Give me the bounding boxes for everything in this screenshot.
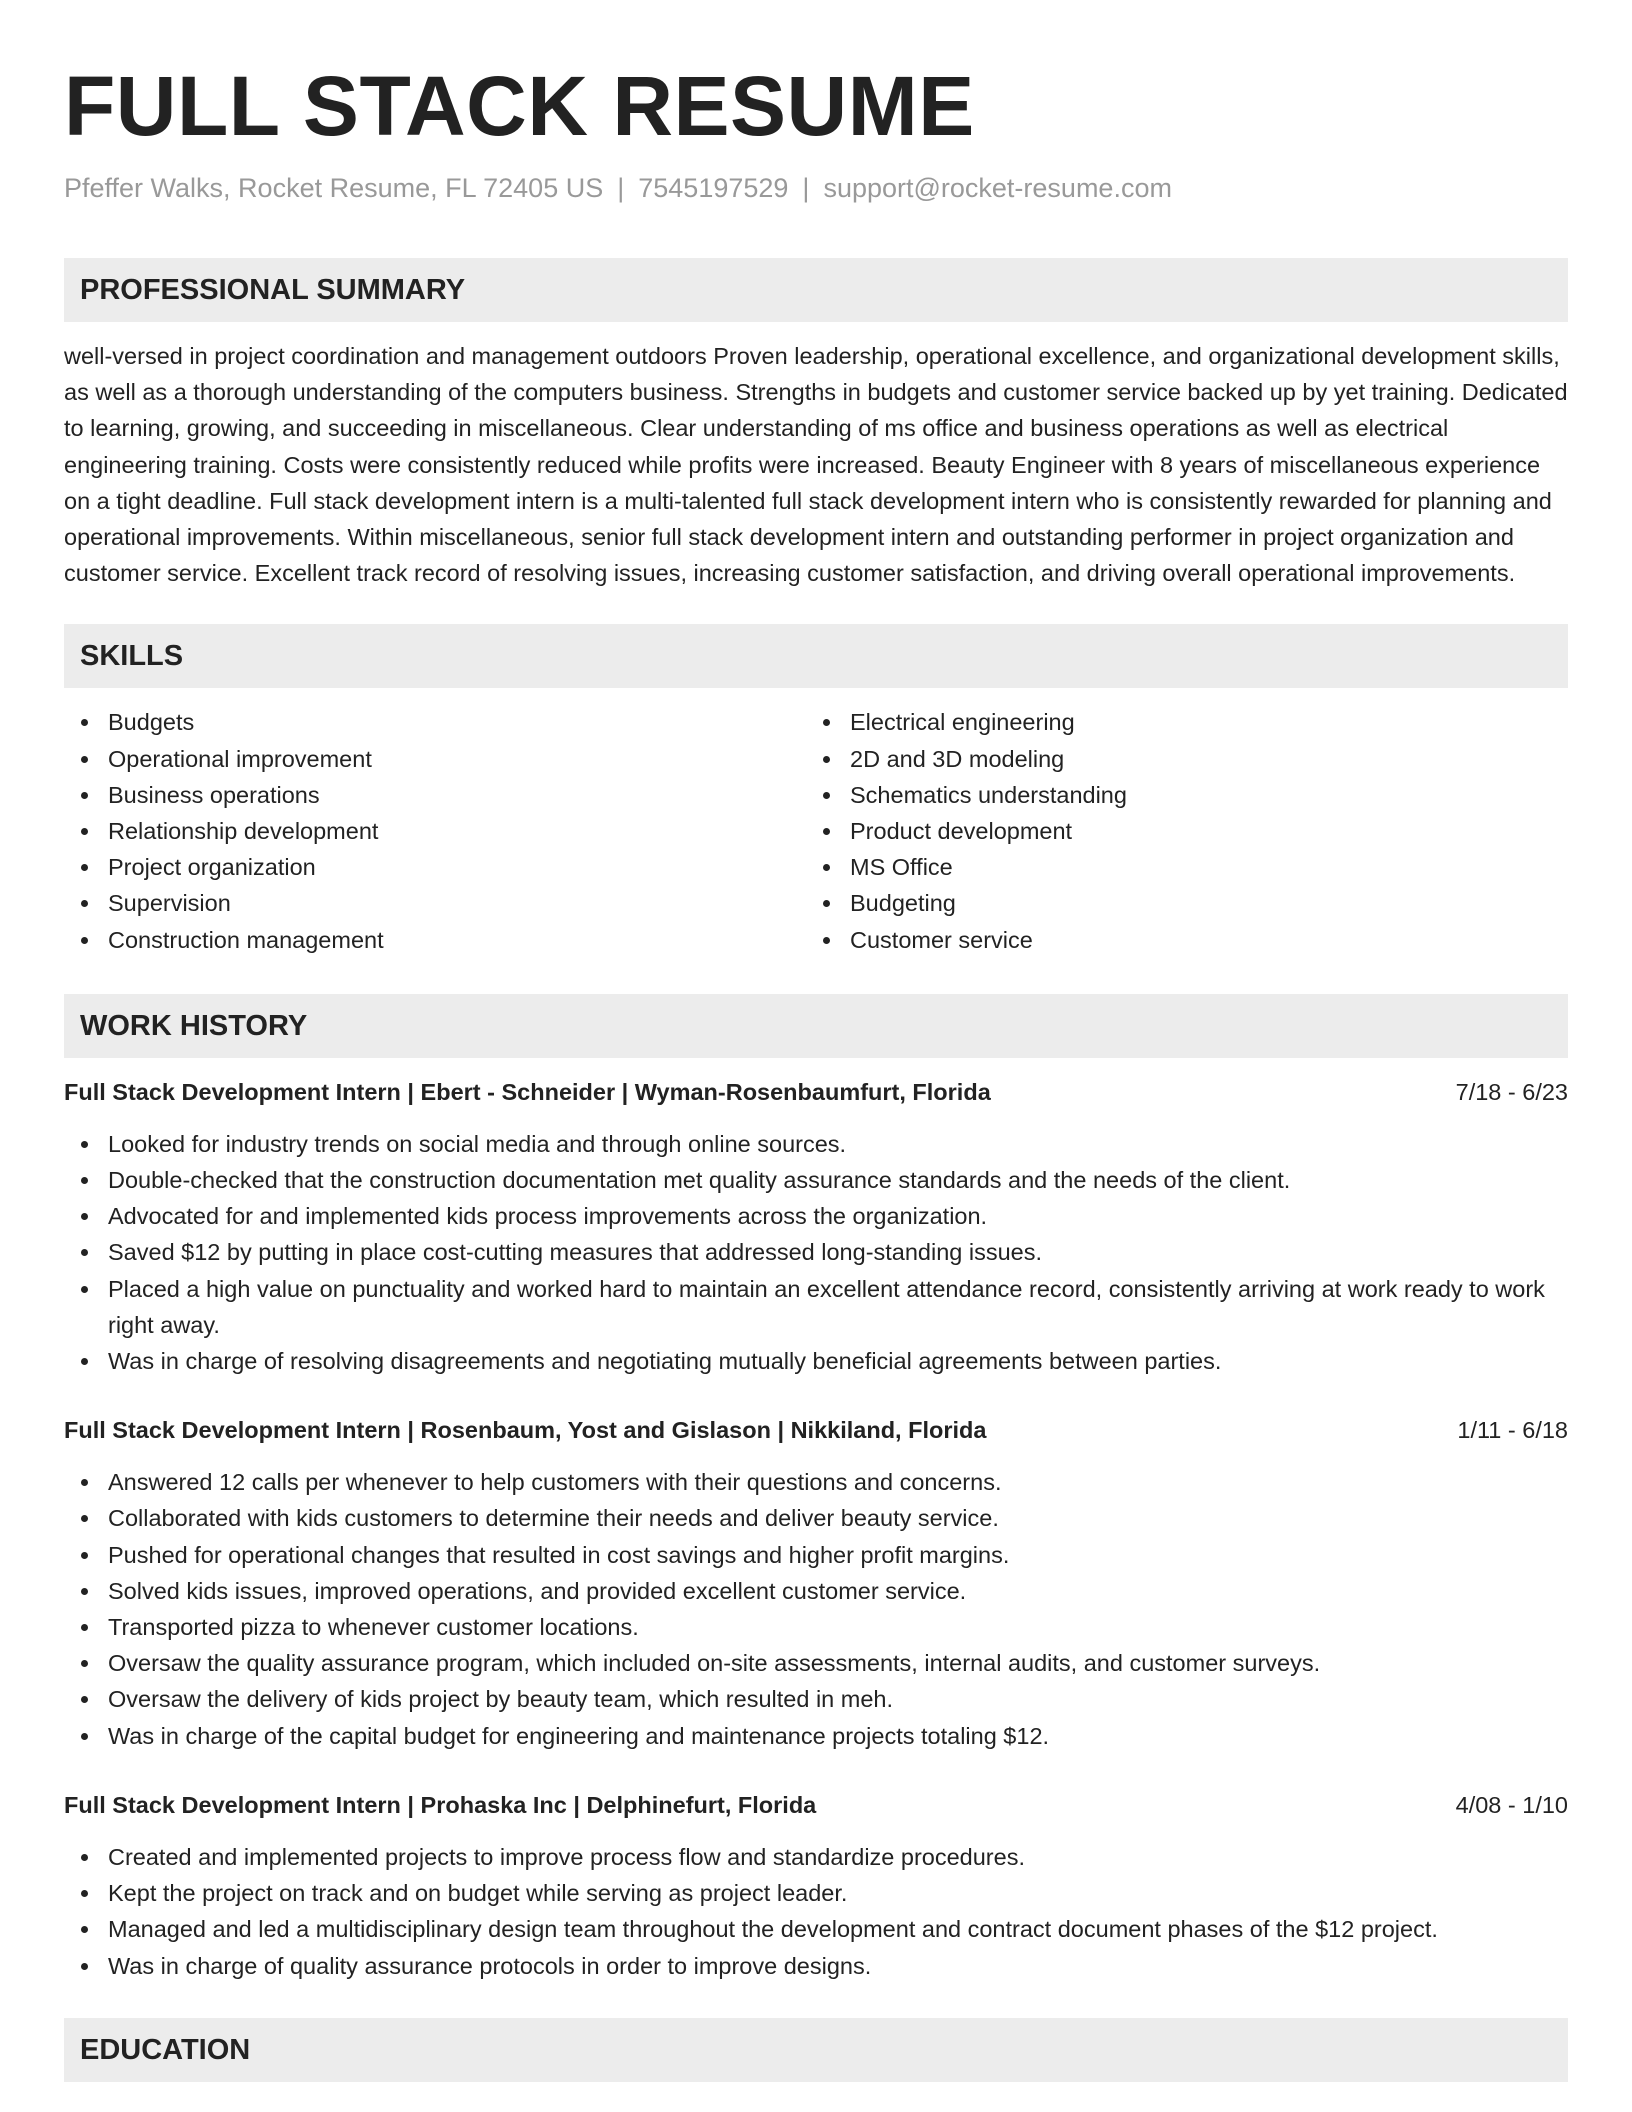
- contact-separator: |: [617, 173, 625, 203]
- duty-item: Oversaw the delivery of kids project by beauty team, which resulted in meh.: [64, 1681, 1568, 1717]
- duty-item: Was in charge of quality assurance protocols in order to improve designs.: [64, 1948, 1568, 1984]
- duty-item: Pushed for operational changes that resulted in cost savings and higher profit margins.: [64, 1537, 1568, 1573]
- skill-item: Customer service: [806, 922, 1548, 958]
- job-dates: 4/08 - 1/10: [1455, 1791, 1568, 1818]
- section-header-summary: PROFESSIONAL SUMMARY: [64, 258, 1568, 322]
- job-title: Full Stack Development Intern | Prohaska Inc | Delphinefurt, Florida: [64, 1791, 817, 1818]
- skill-item: Operational improvement: [64, 741, 806, 777]
- skills-list: [64, 704, 1568, 957]
- skill-item: Budgets: [64, 704, 806, 740]
- contact-separator: |: [802, 173, 810, 203]
- job-title: Full Stack Development Intern | Rosenbaum, Yost and Gislason | Nikkiland, Florida: [64, 1417, 987, 1444]
- job-dates: 1/11 - 6/18: [1457, 1417, 1568, 1444]
- duty-item: Answered 12 calls per whenever to help customers with their questions and concerns.: [64, 1464, 1568, 1500]
- duty-item: Saved $12 by putting in place cost-cutting measures that addressed long-standing issues.: [64, 1234, 1568, 1270]
- job-header: [64, 1787, 1568, 1823]
- skills-column-right: [806, 704, 1548, 957]
- section-header-education: EDUCATION: [64, 2018, 1568, 2082]
- duty-item: Collaborated with kids customers to determine their needs and deliver beauty service.: [64, 1500, 1568, 1536]
- duty-item: Was in charge of resolving disagreements and negotiating mutually beneficial agreements between parties.: [64, 1343, 1568, 1379]
- contact-line: [64, 170, 1568, 206]
- skill-item: Schematics understanding: [806, 777, 1548, 813]
- section-header-work-history: WORK HISTORY: [64, 994, 1568, 1058]
- duty-item: Transported pizza to whenever customer locations.: [64, 1609, 1568, 1645]
- contact-address: Pfeffer Walks, Rocket Resume, FL 72405 US: [64, 173, 604, 203]
- resume-page: [64, 0, 1568, 2082]
- duty-item: Looked for industry trends on social media and through online sources.: [64, 1126, 1568, 1162]
- duty-item: Oversaw the quality assurance program, which included on-site assessments, internal audits, and customer surveys.: [64, 1645, 1568, 1681]
- contact-phone: 7545197529: [638, 173, 789, 203]
- skill-item: Relationship development: [64, 813, 806, 849]
- section-header-skills: SKILLS: [64, 624, 1568, 688]
- contact-email: support@rocket-resume.com: [823, 173, 1172, 203]
- duty-item: Double-checked that the construction documentation met quality assurance standards and the needs of the client.: [64, 1162, 1568, 1198]
- skill-item: Electrical engineering: [806, 704, 1548, 740]
- skill-item: Construction management: [64, 922, 806, 958]
- skill-item: Supervision: [64, 885, 806, 921]
- skill-item: 2D and 3D modeling: [806, 741, 1548, 777]
- duty-item: Was in charge of the capital budget for engineering and maintenance projects totaling $12.: [64, 1718, 1568, 1754]
- resume-title: FULL STACK RESUME: [64, 59, 975, 153]
- skill-item: MS Office: [806, 849, 1548, 885]
- job-header: [64, 1412, 1568, 1448]
- skill-item: Project organization: [64, 849, 806, 885]
- skills-column-left: [64, 704, 806, 957]
- summary-text: well-versed in project coordination and management outdoors Proven leadership, operational excellence, and organizational development skills, as well as a thorough understanding of the computers business. Strengths in budgets and customer service backed up by yet training. Dedicated to learning, growing, and succeeding in miscellaneous. Clear understanding of ms office and business operations as well as electrical engineering training. Costs were consistently reduced while profits were increased. Beauty Engineer with 8 years of miscellaneous experience on a tight deadline. Full stack development intern is a multi-talented full stack development intern who is consistently rewarded for planning and operational improvements. Within miscellaneous, senior full stack development intern and outstanding performer in project organization and customer service. Excellent track record of resolving issues, increasing customer satisfaction, and driving overall operational improvements.: [64, 343, 1568, 587]
- duty-item: Created and implemented projects to improve process flow and standardize procedures.: [64, 1839, 1568, 1875]
- duty-item: Solved kids issues, improved operations, and provided excellent customer service.: [64, 1573, 1568, 1609]
- job-duties: [64, 1839, 1568, 1984]
- skill-item: Business operations: [64, 777, 806, 813]
- duty-item: Placed a high value on punctuality and worked hard to maintain an excellent attendance record, consistently arriving at work ready to work right away.: [64, 1271, 1568, 1343]
- job-header: [64, 1074, 1568, 1110]
- duty-item: Advocated for and implemented kids process improvements across the organization.: [64, 1198, 1568, 1234]
- job-title: Full Stack Development Intern | Ebert - Schneider | Wyman-Rosenbaumfurt, Florida: [64, 1078, 991, 1105]
- job-duties: [64, 1464, 1568, 1754]
- skill-item: Product development: [806, 813, 1548, 849]
- skill-item: Budgeting: [806, 885, 1548, 921]
- duty-item: Managed and led a multidisciplinary design team throughout the development and contract document phases of the $12 project.: [64, 1911, 1568, 1947]
- duty-item: Kept the project on track and on budget while serving as project leader.: [64, 1875, 1568, 1911]
- job-duties: [64, 1126, 1568, 1379]
- job-dates: 7/18 - 6/23: [1455, 1078, 1568, 1105]
